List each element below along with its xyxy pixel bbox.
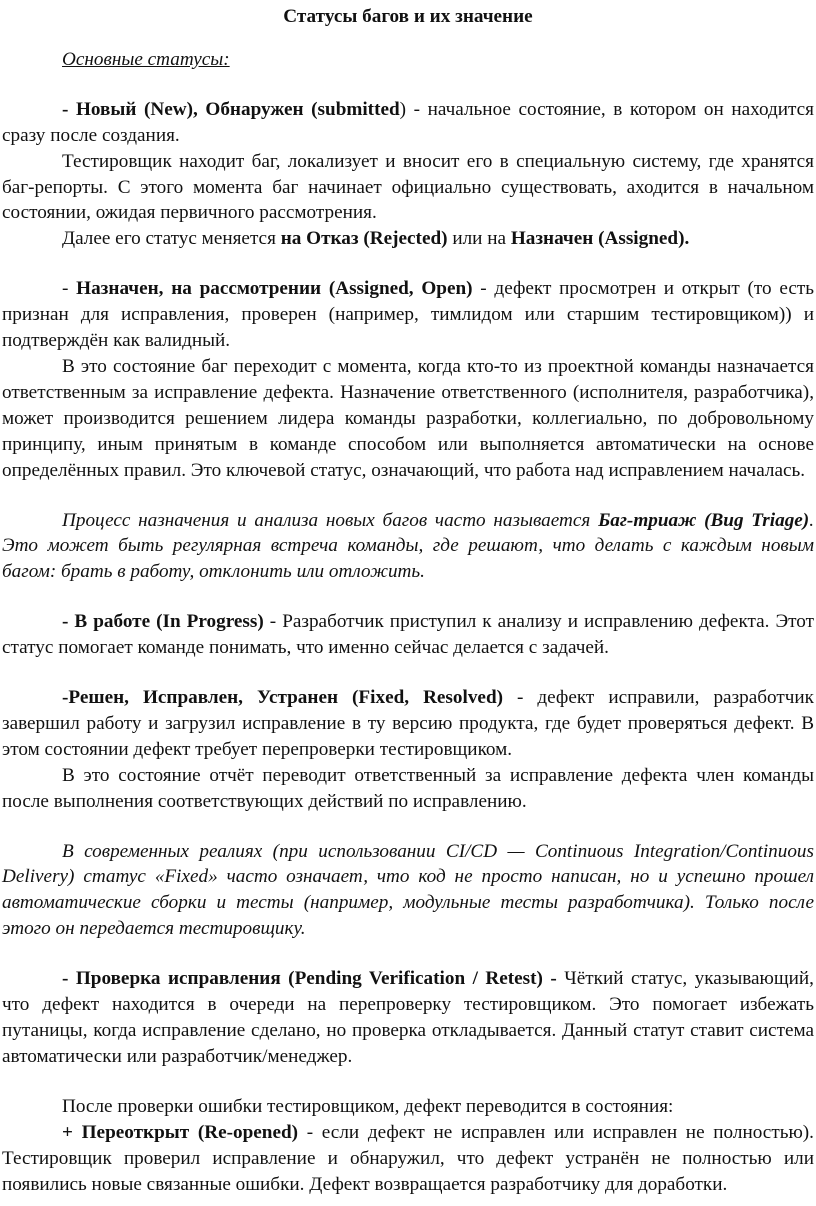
triage-prefix: Процесс назначения и анализа новых багов часто называется <box>62 509 599 531</box>
triage-note <box>2 508 814 586</box>
status-pending-paragraph <box>2 966 814 1070</box>
page-title: Статусы багов и их значение <box>283 6 533 27</box>
status-pending-name: - Проверка исправления (Pending Verification / Retest) - <box>62 968 557 990</box>
status-fixed-name: -Решен, Исправлен, Устранен (Fixed, Resolved) <box>62 687 503 709</box>
status-in-progress-desc: - Разработчик приступил к анализу и исправлению дефекта. Этот статус помогает команде понимать, что именно сейчас делается с задачей. <box>2 611 814 659</box>
cicd-note: В современных реалиях (при использовании CI/CD — Continuous Integration/Continuous Delivery) статус «Fixed» часто означает, что код не просто написан, но и успешно прошел автоматические сборки и тесты (например, модульные тесты разработчика). Только после этого он передается тестировщику. <box>2 840 814 940</box>
status-fixed-detail: В это состояние отчёт переводит ответственный за исправление дефекта член команды после выполнения соответствующих действий по исправлению. <box>2 764 814 812</box>
status-new-detail: Тестировщик находит баг, локализует и вносит его в специальную систему, где хранятся баг-репорты. С этого момента баг начинает официально существовать, аходится в начальном состоянии, ожидая первичного рассмотрения. <box>2 150 814 224</box>
new-next-assigned: Назначен (Assigned). <box>510 228 690 250</box>
assigned-dash: - <box>62 278 77 300</box>
status-assigned-detail: В это состояние баг переходит с момента, когда кто-то из проектной команды назначается ответственным за исправление дефекта. Назначение ответственного (исполнителя, разработчика), может производится решением лидера команды разработки, коллегиально, по добровольному принципу, иным принятым в команде способом или выполняется автоматически на основе определённых правил. Это ключевой статус, означающий, что работа над исправлением началась. <box>2 355 814 481</box>
status-assigned-paragraph <box>2 276 814 354</box>
new-next-prefix: Далее его статус меняется <box>62 228 281 250</box>
status-in-progress-paragraph <box>2 609 814 661</box>
section-subheading: Основные статусы: <box>62 48 230 70</box>
new-next-reject: на Отказ (Rejected) <box>280 228 448 250</box>
after-check-paragraph: После проверки ошибки тестировщиком, дефект переводится в состояния: <box>62 1095 674 1117</box>
status-new-name: - Новый (New), Обнаружен (submitted <box>62 98 400 120</box>
status-assigned-name: Назначен, на рассмотрении (Assigned, Open) <box>76 278 473 300</box>
status-assigned-desc: - дефект просмотрен и открыт (то есть признан для исправления, проверен (например, тимлидом или старшим тестировщиком)) и подтверждён как валидный. <box>2 278 815 352</box>
triage-suffix: . Это может быть регулярная встреча команды, где решают, что делать с каждым новым багом: брать в работу, отклонить или отложить. <box>2 509 814 583</box>
status-new-next <box>2 226 814 252</box>
status-new-desc: ) - начальное состояние, в котором он находится сразу после создания. <box>2 98 814 146</box>
new-next-middle: или на <box>447 228 511 250</box>
status-new-paragraph <box>2 97 814 149</box>
status-fixed-paragraph <box>2 685 814 763</box>
status-reopened-paragraph <box>2 1120 814 1198</box>
status-reopened-desc: - если дефект не исправлен или исправлен не полностью). Тестировщик проверил исправление и обнаружил, что дефект устранён не полностью или появились новые связанные ошибки. Дефект возвращается разработчику для доработки. <box>2 1121 814 1195</box>
status-reopened-name: + Переоткрыт (Re-opened) <box>62 1121 299 1143</box>
status-in-progress-name: - В работе (In Progress) <box>62 611 264 633</box>
status-pending-desc: Чёткий статус, указывающий, что дефект находится в очереди на перепроверку тестировщиком. Это помогает избежать путаницы, когда исправление сделано, но проверка откладывается. Данный статут ставит система автоматически или разработчик/менеджер. <box>2 968 814 1067</box>
status-fixed-desc: - дефект исправили, разработчик завершил работу и загрузил исправление в ту версию продукта, где будет проверяться дефект. В этом состоянии дефект требует перепроверки тестировщиком. <box>2 687 814 760</box>
triage-term: Баг-триаж (Bug Triage) <box>598 509 810 531</box>
